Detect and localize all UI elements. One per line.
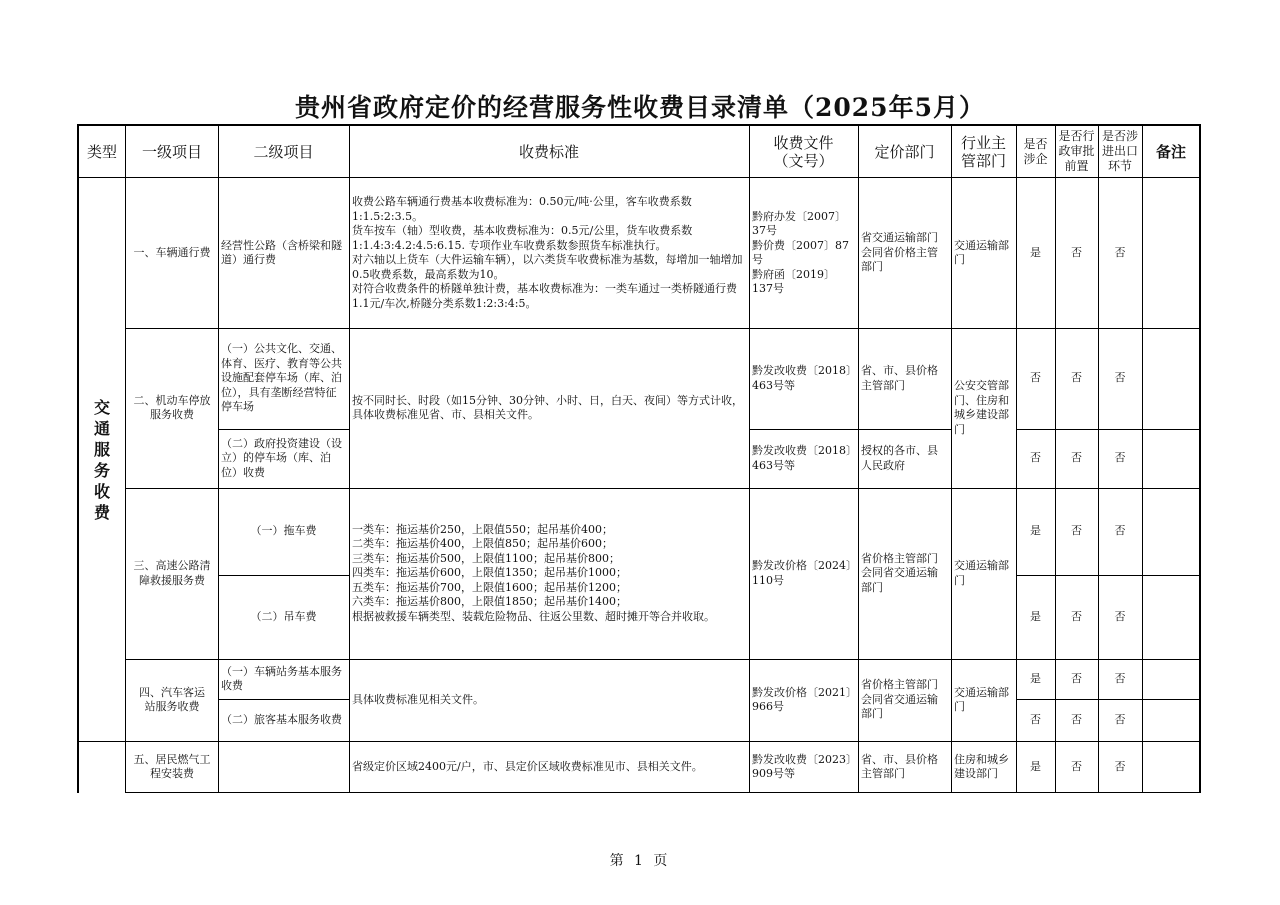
grid-line	[77, 177, 1201, 178]
grid-line	[1142, 124, 1143, 793]
r3a-import-export: 否	[1114, 524, 1126, 538]
r4-dept: 省价格主管部门会同省交通运输部门	[861, 678, 938, 721]
r3a-enterprise: 是	[1030, 524, 1041, 538]
grid-line	[218, 124, 219, 793]
r3b-import-export: 否	[1114, 609, 1126, 623]
r5-document: 黔发改收费〔2023〕909号等	[752, 752, 852, 780]
r4b-enterprise: 否	[1030, 712, 1041, 726]
r1-document: 黔府办发〔2007〕37号 黔价费〔2007〕87号 黔府函〔2019〕137号	[752, 209, 849, 295]
r2b-approval: 否	[1071, 451, 1082, 465]
header-document: 收费文件（文号）	[773, 133, 834, 170]
header-enterprise: 是否涉企	[1023, 136, 1048, 166]
header-type: 类型	[86, 142, 117, 161]
grid-line	[77, 741, 1201, 742]
grid-line	[77, 124, 79, 793]
r1-enterprise: 是	[1030, 245, 1041, 259]
r1-dept: 省交通运输部门会同省价格主管部门	[861, 231, 938, 274]
grid-line	[1016, 699, 1201, 700]
r4-industry: 交通运输部门	[954, 685, 1009, 713]
r1-standard: 收费公路车辆通行费基本收费标准为：0.50元/吨·公里，客车收费系数1:1.5:2:3.5。 货车按车（轴）型收费，基本收费标准为：0.5元/公里，货车收费系数1:1.4:3:4.2:4.5:6.15. 专项作业车收费系数参照货车标准执行。 对六轴以上货车（大件运输车辆），以六类货车收费标准为基数，每增加一轴增加0.5收费系数，最高系数为10。 对符合收费条件的桥隧单独计费，基本收费标准为：一类车通过一类桥隧通行费1.1元/车次,桥隧分类系数1:2:3:4:5。	[352, 195, 743, 310]
r2b-level2: （二）政府投资建设（设立）的停车场（库、泊位）收费	[221, 436, 342, 479]
r3b-level2: （二）吊车费	[250, 609, 317, 623]
r3a-level2: （一）拖车费	[250, 524, 317, 538]
grid-line	[1016, 575, 1201, 576]
r4a-enterprise: 是	[1030, 671, 1041, 685]
r2b-import-export: 否	[1114, 451, 1126, 465]
r2b-document: 黔发改收费〔2018〕463号等	[752, 444, 852, 472]
r5-dept: 省、市、县价格主管部门	[861, 752, 938, 780]
grid-line	[951, 124, 952, 793]
grid-line	[749, 124, 750, 793]
header-standard: 收费标准	[518, 142, 579, 161]
r2b-enterprise: 否	[1030, 451, 1041, 465]
grid-line	[1199, 124, 1201, 793]
r5-level1: 五、居民燃气工程安装费	[133, 752, 211, 780]
r3-level1: 三、高速公路清障救援服务费	[133, 559, 211, 587]
r2a-import-export: 否	[1114, 371, 1126, 385]
r5-import-export: 否	[1114, 759, 1126, 773]
grid-line	[1016, 124, 1017, 793]
r4-level1: 四、汽车客运站服务收费	[139, 685, 205, 713]
page-title: 贵州省政府定价的经营服务性收费目录清单（2025年5月）	[295, 93, 985, 122]
grid-line	[125, 328, 1201, 329]
r2a-level2: （一）公共文化、交通、体育、医疗、教育等公共设施配套停车场（库、泊位），具有垄断经营特征停车场	[221, 342, 342, 414]
grid-line	[218, 575, 349, 576]
r3-document: 黔发改价格〔2024〕110号	[752, 559, 852, 587]
grid-line	[1098, 124, 1099, 793]
grid-line	[349, 124, 350, 793]
r1-import-export: 否	[1114, 245, 1126, 259]
r1-level2: 经营性公路（含桥梁和隧道）通行费	[221, 238, 342, 266]
grid-line	[125, 488, 1201, 489]
r3-standard: 一类车：拖运基价250，上限值550；起吊基价400； 二类车：拖运基价400，上限值850；起吊基价600； 三类车：拖运基价500，上限值1100；起吊基价800； 四类车：拖运基价600，上限值1350；起吊基价1000； 五类车：拖运基价700，上限值1600；起吊基价1200； 六类车：拖运基价800，上限值1850；起吊基价1400； 根据被救援车辆类型、装载危险物品、往返公里数、超时摊开等合并收取。	[352, 522, 715, 623]
r3a-approval: 否	[1071, 524, 1082, 538]
r1-approval: 否	[1071, 245, 1082, 259]
r1-level1: 一、车辆通行费	[133, 245, 211, 259]
r3b-approval: 否	[1071, 609, 1082, 623]
r1-industry: 交通运输部门	[954, 238, 1009, 266]
header-import-export: 是否涉进出口环节	[1101, 129, 1138, 173]
r5-industry: 住房和城乡建设部门	[954, 752, 1009, 780]
grid-line	[125, 124, 126, 793]
grid-line	[749, 429, 951, 430]
page-number: 第 1 页	[609, 853, 671, 869]
header-approval: 是否行政审批前置	[1058, 129, 1095, 173]
grid-line	[218, 699, 349, 700]
r5-standard: 省级定价区域2400元/户，市、县定价区域收费标准见市、县相关文件。	[352, 759, 703, 773]
r2a-dept: 省、市、县价格主管部门	[861, 364, 938, 392]
r2b-dept: 授权的各市、县人民政府	[861, 444, 938, 472]
r3b-enterprise: 是	[1030, 609, 1041, 623]
category-label: 交通服务收费	[93, 397, 110, 522]
r3-dept: 省价格主管部门会同省交通运输部门	[861, 551, 938, 594]
r2a-document: 黔发改收费〔2018〕463号等	[752, 364, 852, 392]
header-remarks: 备注	[1155, 142, 1186, 161]
r5-enterprise: 是	[1030, 759, 1041, 773]
grid-line	[218, 429, 349, 430]
grid-line	[1016, 429, 1201, 430]
r4b-import-export: 否	[1114, 712, 1126, 726]
r5-approval: 否	[1071, 759, 1082, 773]
r4a-import-export: 否	[1114, 671, 1126, 685]
header-dept: 定价部门	[874, 142, 935, 161]
r2-industry: 公安交管部门、住房和城乡建设部门	[954, 379, 1009, 436]
header-level2: 二级项目	[253, 142, 314, 161]
r4-standard: 具体收费标准见相关文件。	[352, 692, 484, 706]
r4b-level2: （二）旅客基本服务收费	[221, 712, 342, 726]
r2a-enterprise: 否	[1030, 371, 1041, 385]
r4b-approval: 否	[1071, 712, 1082, 726]
r4-document: 黔发改价格〔2021〕966号	[752, 685, 852, 713]
r3-industry: 交通运输部门	[954, 559, 1009, 587]
grid-line	[858, 124, 859, 793]
r4a-approval: 否	[1071, 671, 1082, 685]
header-industry: 行业主管部门	[960, 133, 1006, 170]
grid-line	[125, 659, 1201, 660]
r2-level1: 二、机动车停放服务收费	[133, 393, 211, 421]
grid-line	[125, 792, 1201, 793]
r2a-approval: 否	[1071, 371, 1082, 385]
r2-standard: 按不同时长、时段（如15分钟、30分钟、小时、日，白天、夜间）等方式计收，具体收费标准见省、市、县相关文件。	[352, 393, 743, 421]
header-level1: 一级项目	[141, 142, 202, 161]
grid-line	[1055, 124, 1056, 793]
r4a-level2: （一）车辆站务基本服务收费	[221, 664, 342, 692]
grid-line	[77, 124, 1201, 126]
